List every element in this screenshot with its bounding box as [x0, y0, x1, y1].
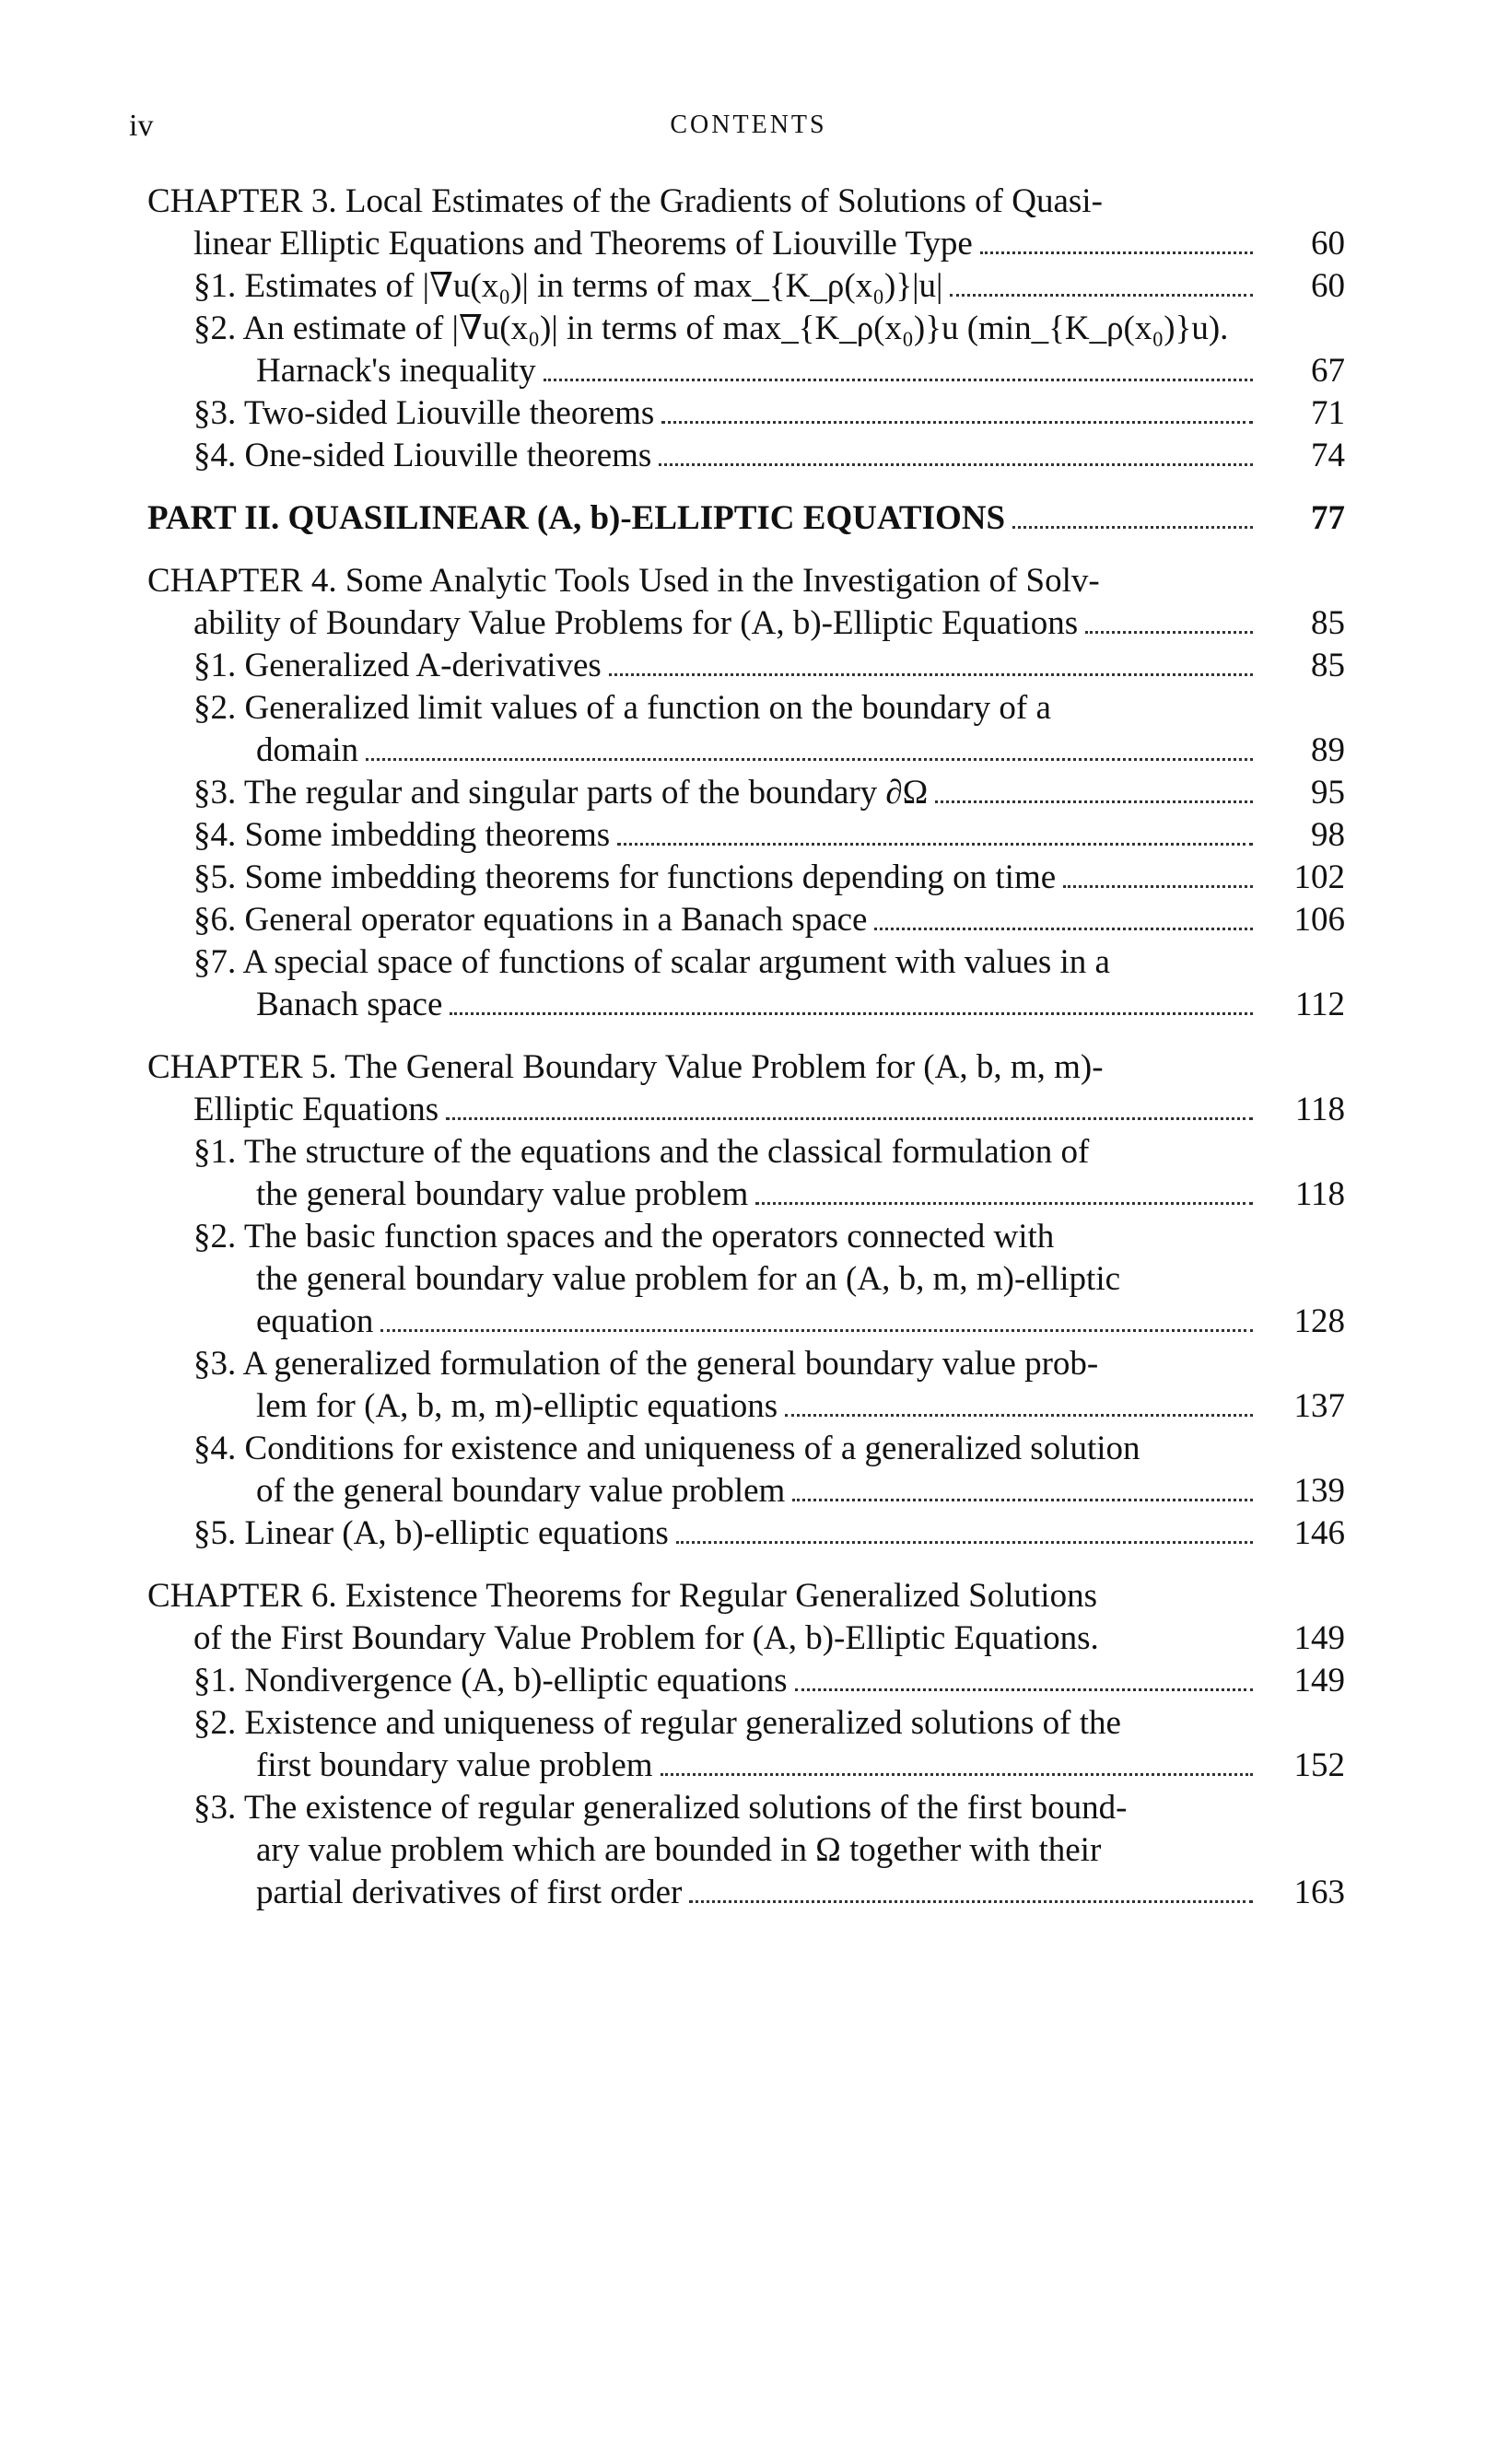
- dot-leader: [980, 251, 1253, 254]
- toc-entry-text: §1. The structure of the equations and the classical formulation of: [193, 1133, 1090, 1171]
- toc-entry-text: CHAPTER 4. Some Analytic Tools Used in the Investigation of Solv-: [147, 562, 1100, 600]
- toc-entry-text: §1. Generalized A-derivatives: [193, 647, 602, 684]
- toc-entry-text: equation: [256, 1302, 374, 1340]
- dot-leader: [617, 843, 1253, 846]
- toc-block-ch5: [147, 1046, 1345, 1555]
- toc-entry-line[interactable]: [147, 772, 1345, 814]
- toc-entry-line[interactable]: [147, 435, 1345, 477]
- toc-entry-line[interactable]: [147, 350, 1345, 392]
- toc-entry-line[interactable]: [147, 1512, 1345, 1555]
- toc-entry-text: the general boundary value problem: [256, 1175, 749, 1213]
- toc-entry-line[interactable]: [147, 181, 1345, 223]
- toc-page-number: 146: [1293, 1514, 1345, 1552]
- toc-entry-line[interactable]: [147, 1617, 1345, 1660]
- toc-entry-line[interactable]: [147, 814, 1345, 857]
- toc-entry-line[interactable]: [147, 1343, 1345, 1385]
- dot-leader: [380, 1329, 1253, 1332]
- dot-leader: [659, 463, 1253, 466]
- dot-leader: [1085, 631, 1253, 634]
- toc-page-number: 77: [1311, 499, 1345, 537]
- toc-entry-text: §5. Linear (A, b)-elliptic equations: [193, 1514, 669, 1552]
- toc-entry-text: §2. The basic function spaces and the operators connected with: [193, 1218, 1055, 1255]
- toc-entry-text: §4. One-sided Liouville theorems: [193, 437, 652, 474]
- toc-entry-line[interactable]: [147, 645, 1345, 687]
- toc-entry-text: CHAPTER 6. Existence Theorems for Regular Generalized Solutions: [147, 1577, 1097, 1615]
- toc-page-number: 128: [1293, 1302, 1345, 1340]
- toc-page-number: 118: [1294, 1091, 1345, 1128]
- toc-entry-text: partial derivatives of first order: [256, 1874, 683, 1911]
- toc-entry-line[interactable]: [147, 1702, 1345, 1745]
- toc-page-number: 149: [1293, 1619, 1345, 1657]
- dot-leader: [366, 758, 1253, 761]
- toc-entry-line[interactable]: [147, 1829, 1345, 1872]
- toc-entry-text: §4. Conditions for existence and uniqueness of a generalized solution: [193, 1430, 1140, 1467]
- toc-entry-line[interactable]: [147, 899, 1345, 941]
- toc-block-ch3: [147, 181, 1345, 477]
- toc-page-number: 149: [1293, 1662, 1345, 1699]
- table-of-contents: [147, 181, 1345, 1934]
- toc-entry-line[interactable]: [147, 602, 1345, 645]
- dot-leader: [795, 1688, 1253, 1691]
- toc-entry-line[interactable]: [147, 1872, 1345, 1914]
- dot-leader: [609, 673, 1253, 676]
- toc-page-number: 67: [1311, 352, 1345, 390]
- dot-leader: [792, 1499, 1253, 1501]
- dot-leader: [676, 1541, 1253, 1544]
- toc-entry-line[interactable]: [147, 265, 1345, 308]
- page-number: iv: [129, 109, 154, 143]
- toc-entry-text: §3. The regular and singular parts of the boundary ∂Ω: [193, 774, 929, 812]
- toc-entry-text: §7. A special space of functions of scalar argument with values in a: [193, 943, 1110, 981]
- toc-entry-line[interactable]: [147, 1787, 1345, 1829]
- dot-leader: [446, 1117, 1253, 1120]
- toc-entry-text: ary value problem which are bounded in Ω together with their: [256, 1831, 1102, 1869]
- toc-entry-text: the general boundary value problem for an (A, b, m, m)-elliptic: [256, 1260, 1121, 1298]
- toc-entry-line[interactable]: [147, 687, 1345, 730]
- toc-entry-line[interactable]: [147, 1428, 1345, 1470]
- dot-leader: [689, 1900, 1253, 1903]
- dot-leader: [661, 1773, 1253, 1776]
- toc-page-number: 106: [1293, 901, 1345, 939]
- toc-entry-line[interactable]: [147, 308, 1345, 350]
- toc-entry-text: CHAPTER 3. Local Estimates of the Gradients of Solutions of Quasi-: [147, 182, 1103, 220]
- dot-leader: [935, 800, 1253, 803]
- toc-entry-text: Banach space: [256, 986, 443, 1023]
- toc-entry-line[interactable]: [147, 857, 1345, 899]
- toc-entry-text: PART II. QUASILINEAR (A, b)-ELLIPTIC EQUATIONS: [147, 499, 1006, 537]
- toc-entry-text: CHAPTER 5. The General Boundary Value Problem for (A, b, m, m)-: [147, 1048, 1104, 1086]
- toc-entry-text: of the general boundary value problem: [256, 1472, 786, 1510]
- toc-entry-line[interactable]: [147, 1745, 1345, 1787]
- dot-leader: [1012, 526, 1253, 529]
- toc-page-number: 85: [1311, 647, 1345, 684]
- toc-entry-line[interactable]: [147, 1575, 1345, 1617]
- toc-page-number: 152: [1293, 1746, 1345, 1784]
- dot-leader: [950, 294, 1253, 297]
- toc-entry-line[interactable]: [147, 497, 1345, 540]
- toc-entry-line[interactable]: [147, 392, 1345, 435]
- toc-entry-text: §1. Estimates of |∇u(x₀)| in terms of max_{K_ρ(x₀)}|u|: [193, 267, 943, 305]
- toc-entry-text: Elliptic Equations: [193, 1091, 439, 1128]
- toc-page-number: 102: [1293, 858, 1345, 896]
- toc-entry-line[interactable]: [147, 1131, 1345, 1174]
- toc-entry-line[interactable]: [147, 1174, 1345, 1216]
- toc-entry-text: ability of Boundary Value Problems for (A, b)-Elliptic Equations: [193, 604, 1079, 642]
- toc-block-ch4: [147, 560, 1345, 1026]
- toc-entry-line[interactable]: [147, 1089, 1345, 1131]
- toc-block-part2: [147, 497, 1345, 540]
- page-header: [0, 109, 1497, 146]
- dot-leader: [450, 1012, 1253, 1015]
- toc-entry-text: §3. The existence of regular generalized solutions of the first bound-: [193, 1789, 1128, 1827]
- toc-page-number: 95: [1311, 774, 1345, 812]
- toc-entry-text: §2. Existence and uniqueness of regular generalized solutions of the: [193, 1704, 1121, 1742]
- dot-leader: [1063, 885, 1253, 888]
- toc-entry-text: domain: [256, 731, 358, 769]
- toc-entry-text: §2. Generalized limit values of a function on the boundary of a: [193, 689, 1051, 727]
- toc-entry-text: first boundary value problem: [256, 1746, 653, 1784]
- dot-leader: [785, 1414, 1253, 1417]
- toc-entry-text: §6. General operator equations in a Banach space: [193, 901, 868, 939]
- toc-entry-text: §3. A generalized formulation of the general boundary value prob-: [193, 1345, 1099, 1383]
- toc-page-number: 98: [1311, 816, 1345, 854]
- toc-page-number: 85: [1311, 604, 1345, 642]
- toc-block-ch6: [147, 1575, 1345, 1914]
- toc-page-number: 139: [1293, 1472, 1345, 1510]
- dot-leader: [544, 379, 1253, 381]
- running-title: CONTENTS: [670, 111, 827, 139]
- toc-entry-line[interactable]: [147, 730, 1345, 772]
- toc-entry-line[interactable]: [147, 984, 1345, 1026]
- toc-entry-text: §1. Nondivergence (A, b)-elliptic equations: [193, 1662, 788, 1699]
- toc-entry-text: lem for (A, b, m, m)-elliptic equations: [256, 1387, 778, 1425]
- toc-entry-text: §4. Some imbedding theorems: [193, 816, 611, 854]
- toc-entry-line[interactable]: [147, 223, 1345, 265]
- toc-page-number: 74: [1311, 437, 1345, 474]
- toc-entry-text: linear Elliptic Equations and Theorems of Liouville Type: [193, 225, 973, 263]
- toc-entry-line[interactable]: [147, 1301, 1345, 1343]
- toc-entry-line[interactable]: [147, 560, 1345, 602]
- toc-entry-text: §2. An estimate of |∇u(x₀)| in terms of max_{K_ρ(x₀)}u (min_{K_ρ(x₀)}u).: [193, 309, 1229, 347]
- toc-entry-line[interactable]: [147, 1258, 1345, 1301]
- toc-page-number: 137: [1293, 1387, 1345, 1425]
- toc-page-number: 89: [1311, 731, 1345, 769]
- toc-entry-line[interactable]: [147, 1385, 1345, 1428]
- toc-entry-text: §3. Two-sided Liouville theorems: [193, 394, 655, 432]
- toc-entry-text: Harnack's inequality: [256, 352, 536, 390]
- toc-page-number: 71: [1311, 394, 1345, 432]
- toc-page-number: 60: [1311, 225, 1345, 263]
- toc-page-number: 112: [1294, 986, 1345, 1023]
- toc-entry-line[interactable]: [147, 1216, 1345, 1258]
- toc-entry-line[interactable]: [147, 1046, 1345, 1089]
- toc-entry-line[interactable]: [147, 1660, 1345, 1702]
- toc-entry-line[interactable]: [147, 941, 1345, 984]
- toc-page-number: 60: [1311, 267, 1345, 305]
- toc-page-number: 163: [1293, 1874, 1345, 1911]
- toc-entry-text: of the First Boundary Value Problem for (A, b)-Elliptic Equations.: [193, 1619, 1099, 1657]
- dot-leader: [755, 1202, 1253, 1205]
- toc-entry-text: §5. Some imbedding theorems for functions depending on time: [193, 858, 1057, 896]
- toc-page-number: 118: [1294, 1175, 1345, 1213]
- dot-leader: [661, 421, 1253, 424]
- toc-entry-line[interactable]: [147, 1470, 1345, 1512]
- dot-leader: [874, 928, 1253, 930]
